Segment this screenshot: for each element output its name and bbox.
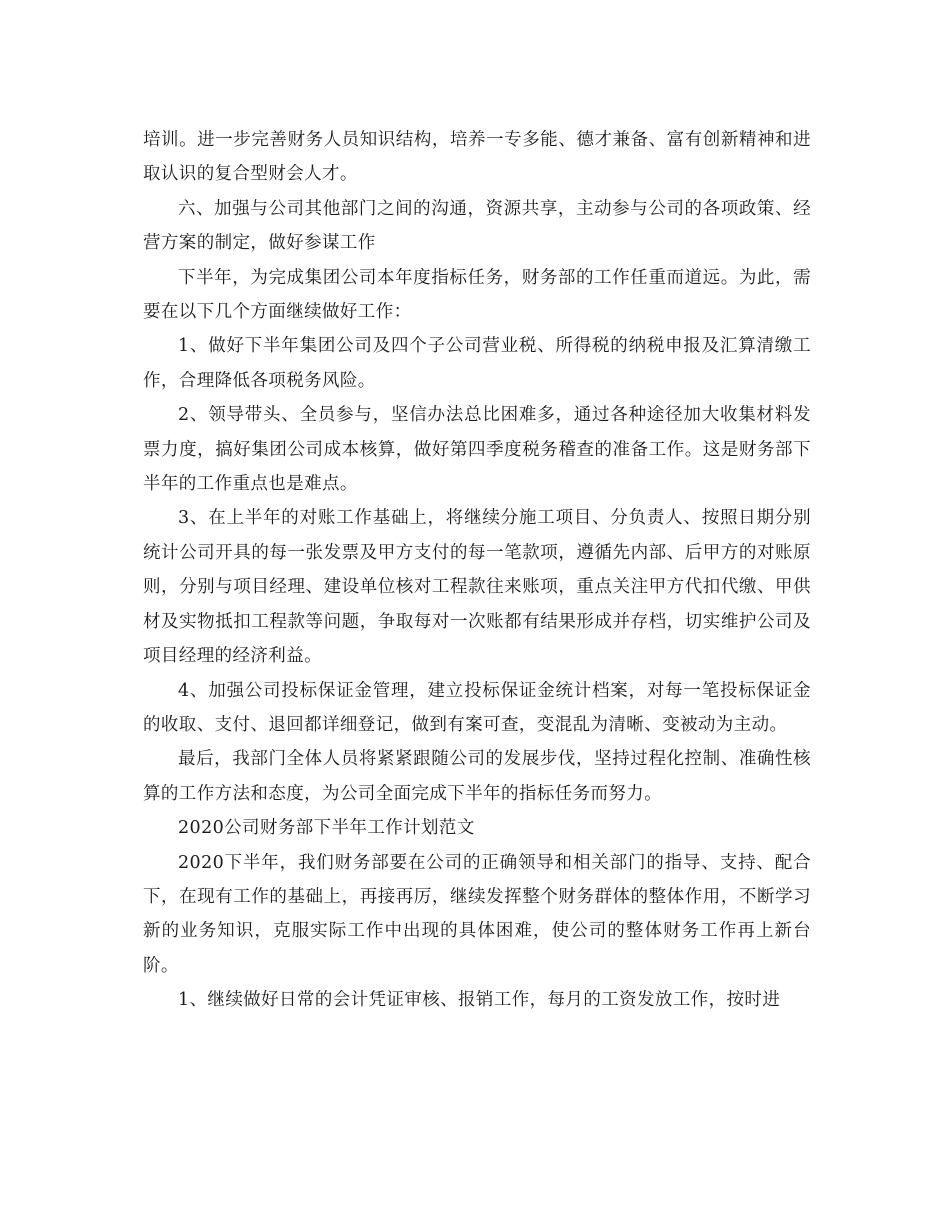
document-body bbox=[143, 123, 811, 1018]
paragraph-section-six-heading: 六、加强与公司其他部门之间的沟通，资源共享，主动参与公司的各项政策、经营方案的制定，做好参谋工作 bbox=[143, 198, 811, 254]
paragraph-item-4-bid-bond: 4、加强公司投标保证金管理，建立投标保证金统计档案，对每一笔投标保证金的收取、支付、退回都详细登记，做到有案可查，变混乱为清晰、变被动为主动。 bbox=[143, 680, 811, 735]
section-title: 2020公司财务部下半年工作计划范文 bbox=[178, 818, 475, 839]
paragraph-item-2-invoices: 2、领导带头、全员参与，坚信办法总比困难多，通过各种途径加大收集材料发票力度，搞好集团公司成本核算，做好第四季度税务稽查的准备工作。这是财务部下半年的工作重点也是难点。 bbox=[143, 405, 811, 495]
paragraph-second-half-intro: 下半年，为完成集团公司本年度指标任务，财务部的工作任重而道远。为此，需要在以下几个方面继续做好工作： bbox=[143, 267, 811, 323]
paragraph-plan-intro: 2020下半年，我们财务部要在公司的正确领导和相关部门的指导、支持、配合下，在现有工作的基础上，再接再厉，继续发挥整个财务群体的整体作用，不断学习新的业务知识，克服实际工作中出现的具体困难，使公司的整体财务工作再上新台阶。 bbox=[143, 852, 811, 976]
paragraph-plan-item-1: 1、继续做好日常的会计凭证审核、报销工作，每月的工资发放工作，按时进 bbox=[178, 990, 781, 1011]
paragraph-training-continuation: 培训。进一步完善财务人员知识结构，培养一专多能、德才兼备、富有创新精神和进取认识的复合型财会人才。 bbox=[143, 130, 811, 185]
paragraph-item-1-tax: 1、做好下半年集团公司及四个子公司营业税、所得税的纳税申报及汇算清缴工作，合理降低各项税务风险。 bbox=[143, 336, 811, 391]
paragraph-item-3-reconciliation: 3、在上半年的对账工作基础上，将继续分施工项目、分负责人、按照日期分别统计公司开具的每一张发票及甲方支付的每一笔款项，遵循先内部、后甲方的对账原则，分别与项目经理、建设单位核对工程款往来账项，重点关注甲方代扣代缴、甲供材及实物抵扣工程款等问题，争取每对一次账都有结果形成并存档，切实维护公司及项目经理的经济利益。 bbox=[143, 508, 811, 667]
paragraph-conclusion: 最后，我部门全体人员将紧紧跟随公司的发展步伐，坚持过程化控制、准确性核算的工作方法和态度，为公司全面完成下半年的指标任务而努力。 bbox=[143, 749, 811, 804]
